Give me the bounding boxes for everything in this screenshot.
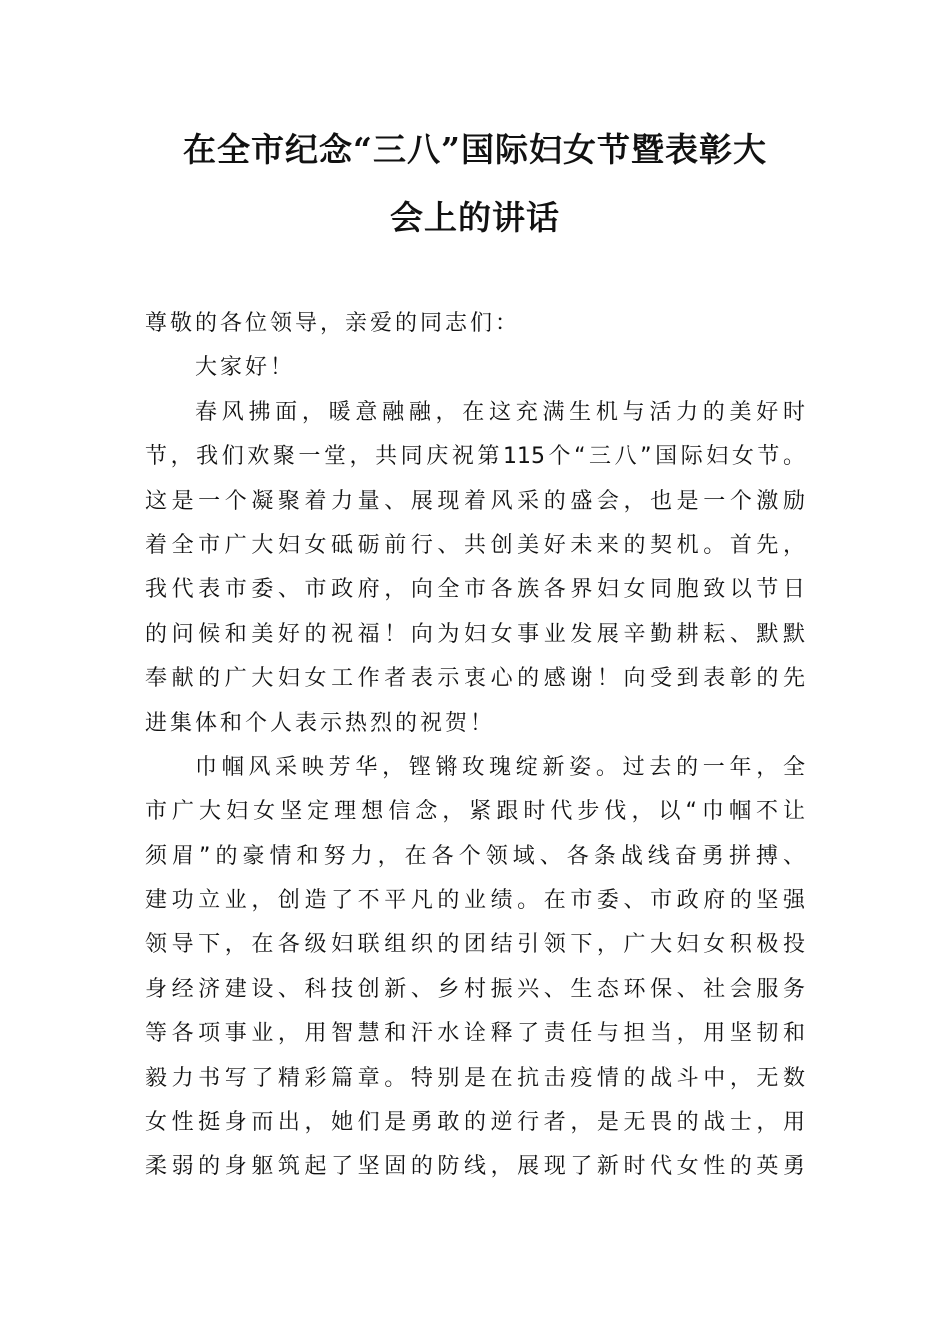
text-line: 须眉”的豪情和努力，在各个领域、各条战线奋勇拼搏、 (145, 843, 805, 869)
text-line: 建功立业，创造了不平凡的业绩。在市委、市政府的坚强 (145, 888, 805, 914)
text-line: 大家好！ (195, 355, 296, 381)
title-line-2: 会上的讲话 (390, 198, 560, 237)
text-line: 着全市广大妇女砥砺前行、共创美好未来的契机。首先， (145, 532, 805, 558)
text-line: 巾帼风采映芳华，铿锵玫瑰绽新姿。过去的一年，全 (195, 754, 805, 780)
text-line: 市广大妇女坚定理想信念，紧跟时代步伐，以“巾帼不让 (145, 799, 805, 825)
text-line: 等各项事业，用智慧和汗水诠释了责任与担当，用坚韧和 (145, 1021, 805, 1047)
text-line: 尊敬的各位领导，亲爱的同志们： (145, 311, 521, 336)
text-line: 的问候和美好的祝福！向为妇女事业发展辛勤耕耘、默默 (145, 621, 805, 647)
text-line: 身经济建设、科技创新、乡村振兴、生态环保、社会服务 (145, 976, 805, 1002)
text-line: 这是一个凝聚着力量、展现着风采的盛会，也是一个激励 (145, 488, 805, 514)
text-line: 女性挺身而出，她们是勇敢的逆行者，是无畏的战士，用 (145, 1110, 805, 1136)
text-line: 柔弱的身躯筑起了坚固的防线，展现了新时代女性的英勇 (145, 1154, 805, 1180)
text-line: 进集体和个人表示热烈的祝贺！ (145, 710, 496, 736)
text-line: 我代表市委、市政府，向全市各族各界妇女同胞致以节日 (145, 577, 805, 603)
document-body (145, 302, 805, 1190)
text-line: 毅力书写了精彩篇章。特别是在抗击疫情的战斗中，无数 (145, 1065, 805, 1091)
text-line: 节，我们欢聚一堂，共同庆祝第115个“三八”国际妇女节。 (145, 444, 805, 470)
document-title (0, 116, 950, 252)
text-line: 领导下，在各级妇联组织的团结引领下，广大妇女积极投 (145, 932, 805, 958)
text-line: 春风拂面，暖意融融，在这充满生机与活力的美好时 (195, 399, 805, 425)
text-line: 奉献的广大妇女工作者表示衷心的感谢！向受到表彰的先 (145, 666, 805, 692)
title-line-1: 在全市纪念“三八”国际妇女节暨表彰大 (183, 130, 767, 169)
